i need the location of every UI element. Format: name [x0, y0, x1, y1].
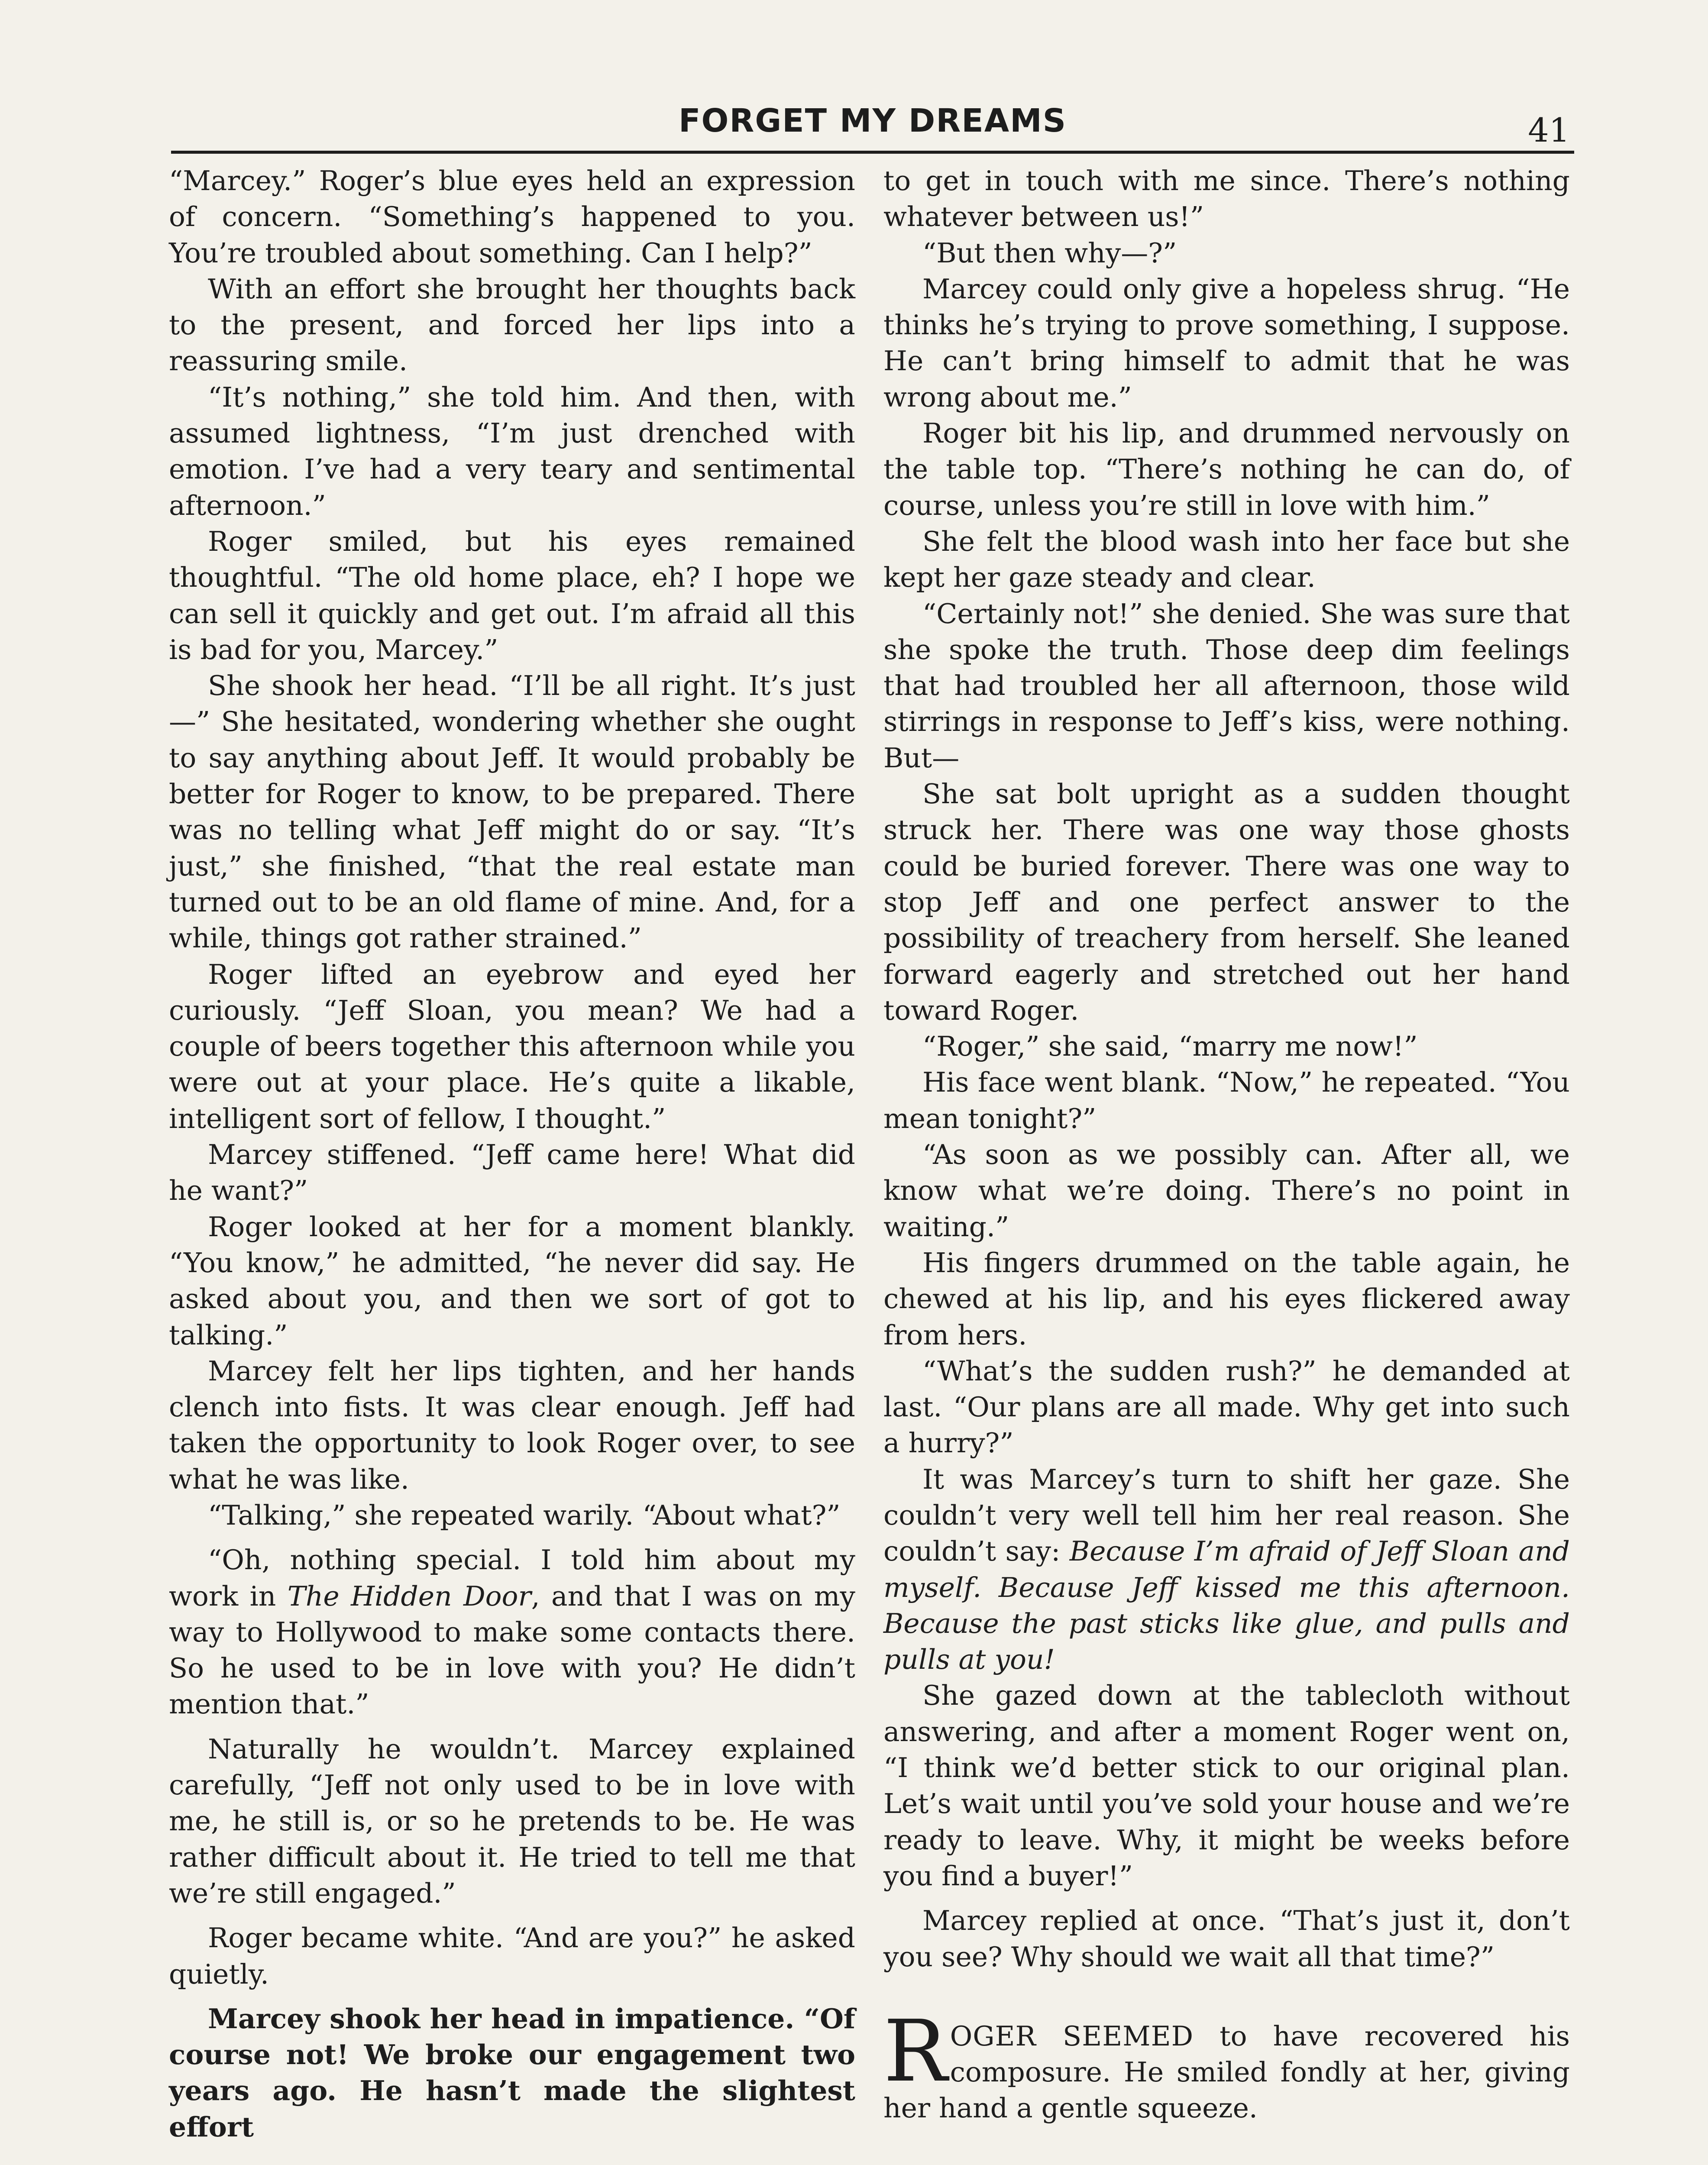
- paragraph: Marcey stiffened. “Jeff came here! What did he want?”: [169, 1139, 855, 1207]
- paragraph: “Marcey.” Roger’s blue eyes held an expression of concern. “Something’s happened to you. You’re troubled about something. Can I help?”: [169, 165, 855, 269]
- paragraph: “Talking,” she repeated warily. “About what?”: [208, 1499, 841, 1531]
- paragraph: Roger looked at her for a moment blankly. “You know,” he admitted, “he never did say. He asked about you, and then we sort of got to talking.”: [169, 1211, 855, 1351]
- paragraph: [169, 1542, 855, 1722]
- paragraph: “But then why—?”: [922, 237, 1177, 269]
- lead-in: OGER SEEMED: [950, 2020, 1194, 2052]
- paragraph: She sat bolt upright as a sudden thought struck her. There was one way those ghosts could be buried forever. There was one way to stop Jeff and one perfect answer to the possibility of treachery from herself. She leaned forward eagerly and stretched out her hand toward Roger.: [883, 778, 1570, 1026]
- running-header: [171, 94, 1574, 154]
- paragraph: She gazed down at the tablecloth without answering, and after a moment Roger went on, “I think we’d better stick to our original plan. Let’s wait until you’ve sold your house and we’re ready to leave. Why, it might be weeks before you find a buyer!”: [883, 1680, 1570, 1892]
- paragraph: She shook her head. “I’ll be all right. It’s just—” She hesitated, wondering whether she ought to say anything about Jeff. It would probably be better for Roger to know, to be prepared. There was no telling what Jeff might do or say. “It’s just,” she finished, “that the real estate man turned out to be an old flame of mine. And, for a while, things got rather strained.”: [169, 670, 855, 954]
- paragraph-text: to have recovered his composure. He smiled fondly at her, giving her hand a gentle squeeze.: [883, 2020, 1570, 2124]
- paragraph: Roger lifted an eyebrow and eyed her curiously. “Jeff Sloan, you mean? We had a couple of beers together this afternoon while you were out at your place. He’s quite a likable, intelligent sort of fellow, I thought.”: [169, 958, 855, 1134]
- paragraph: “It’s nothing,” she told him. And then, with assumed lightness, “I’m just drenched with emotion. I’ve had a very teary and sentimental afternoon.”: [169, 381, 855, 521]
- paragraph: to get in touch with me since. There’s nothing whatever between us!”: [883, 165, 1570, 233]
- paragraph: Naturally he wouldn’t. Marcey explained carefully, “Jeff not only used to be in love with me, he still is, or so he pretends to be. He was rather difficult about it. He tried to tell me that we’re still engaged.”: [169, 1733, 855, 1909]
- paragraph: Marcey shook her head in impatience. “Of course not! We broke our engagement two years ago. He hasn’t made the slightest effort: [169, 2002, 855, 2143]
- paragraph: [883, 1461, 1570, 1678]
- section-opening-paragraph: [883, 2002, 1570, 2126]
- paragraph: Marcey replied at once. “That’s just it, don’t you see? Why should we wait all that time?”: [883, 1905, 1570, 1973]
- paragraph-text: , and that I was on my way to Hollywood to make some contacts there. So he used to be in love with you? He didn’t mention that.”: [169, 1580, 855, 1720]
- left-column: [169, 163, 855, 2145]
- paragraph: “As soon as we possibly can. After all, we know what we’re doing. There’s no point in waiting.”: [883, 1139, 1570, 1243]
- paragraph: Roger smiled, but his eyes remained thoughtful. “The old home place, eh? I hope we can sell it quickly and get out. I’m afraid all this is bad for you, Marcey.”: [169, 525, 855, 666]
- paragraph-text: “Oh, nothing special. I told him about my work in: [169, 1544, 855, 1612]
- paragraph: “What’s the sudden rush?” he demanded at last. “Our plans are all made. Why get into such a hurry?”: [883, 1355, 1570, 1459]
- paragraph: Marcey could only give a hopeless shrug. “He thinks he’s trying to prove something, I suppose. He can’t bring himself to admit that he was wrong about me.”: [883, 273, 1570, 413]
- page-number: 41: [1528, 111, 1570, 149]
- running-title: FORGET MY DREAMS: [678, 102, 1067, 139]
- drop-cap: R: [883, 2002, 948, 2101]
- paragraph: She felt the blood wash into her face but she kept her gaze steady and clear.: [883, 525, 1570, 594]
- right-column: [883, 163, 1570, 2126]
- paragraph: Roger became white. “And are you?” he asked quietly.: [169, 1922, 855, 1990]
- paragraph: With an effort she brought her thoughts back to the present, and forced her lips into a reassuring smile.: [169, 273, 855, 377]
- inner-thought: Because I’m afraid of Jeff Sloan and myself. Because Jeff kissed me this afternoon. Because the past sticks like glue, and pulls and pulls at you!: [883, 1535, 1570, 1676]
- paragraph: “Certainly not!” she denied. She was sure that she spoke the truth. Those deep dim feelings that had troubled her all afternoon, those wild stirrings in response to Jeff’s kiss, were nothing. But—: [883, 598, 1570, 774]
- book-title: The Hidden Door: [287, 1580, 531, 1612]
- paragraph: “Roger,” she said, “marry me now!”: [922, 1031, 1418, 1063]
- paragraph: Roger bit his lip, and drummed nervously on the table top. “There’s nothing he can do, of course, unless you’re still in love with him.”: [883, 417, 1570, 521]
- paragraph: Marcey felt her lips tighten, and her hands clench into fists. It was clear enough. Jeff had taken the opportunity to look Roger over, to see what he was like.: [169, 1355, 855, 1495]
- paragraph: His face went blank. “Now,” he repeated. “You mean tonight?”: [883, 1066, 1570, 1134]
- paragraph-text: It was Marcey’s turn to shift her gaze. She couldn’t very well tell him her real reason. She couldn’t say:: [883, 1463, 1570, 1567]
- paragraph: His fingers drummed on the table again, he chewed at his lip, and his eyes flickered away from hers.: [883, 1247, 1570, 1351]
